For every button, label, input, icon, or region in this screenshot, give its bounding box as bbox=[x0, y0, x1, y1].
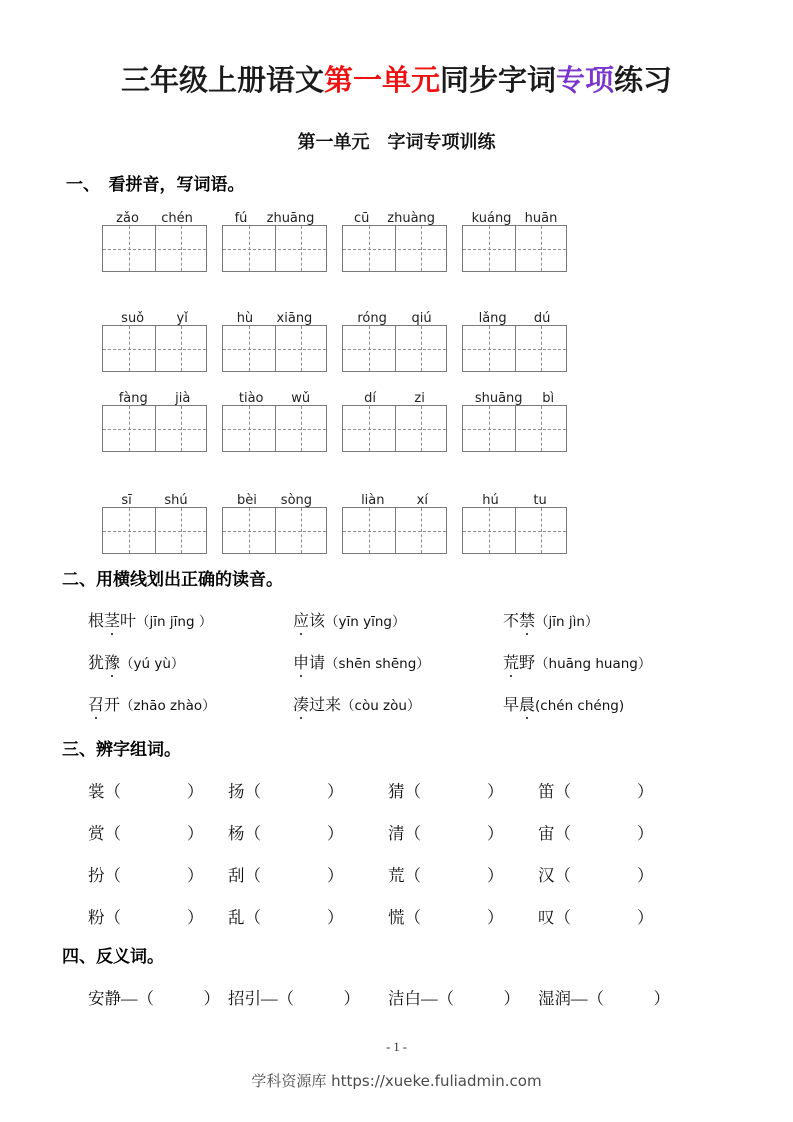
page-number: - 1 - bbox=[386, 1040, 407, 1054]
pinyin-syllable: tu bbox=[533, 493, 547, 508]
antonym-word: 湿润— bbox=[538, 989, 588, 1008]
title-part-4: 练习 bbox=[614, 63, 673, 97]
tianzige-cell[interactable] bbox=[343, 326, 395, 371]
pinyin-label bbox=[342, 385, 447, 405]
tianzige-cell[interactable] bbox=[395, 508, 447, 553]
pinyin-syllable: dí bbox=[364, 391, 377, 406]
character-word-item[interactable] bbox=[88, 904, 204, 928]
pinyin-label bbox=[342, 205, 447, 225]
pinyin-syllable: suǒ bbox=[121, 311, 145, 326]
reading-options[interactable]: （jīn jīng ） bbox=[136, 614, 213, 630]
target-character: 宙 bbox=[538, 824, 555, 843]
tianzige-cell[interactable] bbox=[223, 326, 275, 371]
watermark: 学科资源库 https://xueke.fuliadmin.com bbox=[251, 1072, 542, 1090]
target-character: 扬 bbox=[228, 782, 245, 801]
answer-blank[interactable]: （ ） bbox=[404, 866, 504, 885]
dotted-character: 申 bbox=[293, 650, 309, 673]
character-word-item[interactable] bbox=[538, 820, 654, 844]
pinyin-label bbox=[102, 205, 207, 225]
tianzige-cell[interactable] bbox=[463, 326, 515, 371]
word-text: 该 bbox=[309, 613, 326, 630]
pinyin-word-item bbox=[102, 487, 207, 554]
reading-choice-item[interactable] bbox=[293, 608, 405, 631]
title-part-2: 同步字词 bbox=[439, 63, 556, 97]
answer-blank[interactable]: （ ） bbox=[404, 824, 504, 843]
pinyin-syllable: bì bbox=[542, 391, 555, 406]
answer-blank[interactable]: （ ） bbox=[137, 989, 220, 1008]
reading-choice-item[interactable] bbox=[293, 692, 420, 715]
tianzige-cell[interactable] bbox=[155, 326, 207, 371]
dotted-character: 茎 bbox=[104, 608, 120, 631]
reading-choice-item[interactable] bbox=[503, 650, 651, 673]
pinyin-word-item bbox=[342, 305, 447, 372]
character-word-item[interactable] bbox=[538, 862, 654, 886]
word-text: 过来 bbox=[309, 697, 342, 714]
tianzige-grid[interactable] bbox=[342, 325, 447, 372]
tianzige-cell[interactable] bbox=[275, 508, 327, 553]
pinyin-label bbox=[462, 305, 567, 325]
word-text: 请 bbox=[309, 655, 326, 672]
title-part-0: 三年级上册语文 bbox=[120, 63, 324, 97]
answer-blank[interactable]: （ ） bbox=[554, 908, 654, 927]
pinyin-syllable: zǎo bbox=[116, 211, 139, 226]
reading-choice-row bbox=[0, 692, 793, 718]
dotted-character: 豫 bbox=[104, 650, 120, 673]
tianzige-cell[interactable] bbox=[395, 326, 447, 371]
pinyin-word-item bbox=[462, 205, 567, 272]
pinyin-syllable: zhuàng bbox=[387, 211, 436, 226]
pinyin-syllable: shuāng bbox=[474, 391, 523, 406]
tianzige-cell[interactable] bbox=[463, 406, 515, 451]
word-text: 根 bbox=[88, 613, 105, 630]
section-four-heading: 四、反义词。 bbox=[62, 947, 164, 966]
tianzige-cell[interactable] bbox=[103, 406, 155, 451]
target-character: 粉 bbox=[88, 908, 105, 927]
tianzige-cell[interactable] bbox=[155, 226, 207, 271]
reading-options[interactable]: （shēn shēng） bbox=[325, 656, 430, 672]
pinyin-word-item bbox=[102, 385, 207, 452]
reading-choice-item[interactable] bbox=[88, 608, 212, 631]
character-word-item[interactable] bbox=[228, 904, 344, 928]
tianzige-grid[interactable] bbox=[342, 225, 447, 272]
character-word-item[interactable] bbox=[88, 778, 204, 802]
pinyin-syllable: fàng bbox=[118, 391, 148, 406]
section-one-heading: 一、 看拼音，写词语。 bbox=[66, 175, 245, 194]
pinyin-label bbox=[342, 487, 447, 507]
target-character: 裳 bbox=[88, 782, 105, 801]
answer-blank[interactable]: （ ） bbox=[587, 989, 670, 1008]
tianzige-cell[interactable] bbox=[343, 508, 395, 553]
word-text: 开 bbox=[104, 697, 121, 714]
tianzige-grid[interactable] bbox=[222, 225, 327, 272]
character-word-row bbox=[0, 904, 793, 932]
tianzige-grid[interactable] bbox=[102, 225, 207, 272]
character-word-row bbox=[0, 778, 793, 806]
pinyin-word-item bbox=[342, 205, 447, 272]
pinyin-word-item bbox=[462, 385, 567, 452]
pinyin-syllable: shú bbox=[164, 493, 188, 508]
character-word-item[interactable] bbox=[388, 904, 504, 928]
antonym-word: 安静— bbox=[88, 989, 138, 1008]
answer-blank[interactable]: （ ） bbox=[244, 824, 344, 843]
reading-choice-item[interactable] bbox=[88, 650, 184, 673]
dotted-character: 应 bbox=[293, 608, 309, 631]
tianzige-cell[interactable] bbox=[223, 226, 275, 271]
pinyin-label bbox=[462, 385, 567, 405]
answer-blank[interactable]: （ ） bbox=[104, 866, 204, 885]
tianzige-grid[interactable] bbox=[462, 405, 567, 452]
character-word-item[interactable] bbox=[538, 778, 654, 802]
target-character: 扮 bbox=[88, 866, 105, 885]
tianzige-cell[interactable] bbox=[275, 406, 327, 451]
reading-options[interactable]: （jīn jìn） bbox=[535, 614, 599, 630]
tianzige-cell[interactable] bbox=[275, 226, 327, 271]
pinyin-label bbox=[222, 487, 327, 507]
pinyin-syllable: hú bbox=[482, 493, 499, 508]
tianzige-grid[interactable] bbox=[102, 325, 207, 372]
character-word-item[interactable] bbox=[388, 862, 504, 886]
antonym-item[interactable] bbox=[228, 985, 360, 1009]
character-word-item[interactable] bbox=[538, 904, 654, 928]
answer-blank[interactable]: （ ） bbox=[404, 908, 504, 927]
pinyin-label bbox=[102, 385, 207, 405]
pinyin-syllable: zi bbox=[414, 391, 425, 406]
page-title bbox=[0, 58, 793, 99]
character-word-item[interactable] bbox=[228, 862, 344, 886]
word-text: 野 bbox=[519, 655, 536, 672]
pinyin-syllable: liàn bbox=[361, 493, 385, 508]
tianzige-grid[interactable] bbox=[342, 507, 447, 554]
target-character: 荒 bbox=[388, 866, 405, 885]
answer-blank[interactable]: （ ） bbox=[244, 908, 344, 927]
pinyin-label bbox=[342, 305, 447, 325]
page-subtitle: 第一单元 字词专项训练 bbox=[297, 132, 496, 152]
tianzige-cell[interactable] bbox=[515, 406, 567, 451]
pinyin-word-item bbox=[102, 205, 207, 272]
pinyin-word-item bbox=[342, 487, 447, 554]
pinyin-syllable: cū bbox=[353, 211, 370, 226]
reading-options[interactable]: （yīn yīng） bbox=[325, 614, 406, 630]
tianzige-cell[interactable] bbox=[343, 226, 395, 271]
reading-choice-item[interactable] bbox=[293, 650, 430, 673]
tianzige-cell[interactable] bbox=[395, 226, 447, 271]
reading-choice-row bbox=[0, 608, 793, 634]
answer-blank[interactable]: （ ） bbox=[244, 782, 344, 801]
pinyin-syllable: sī bbox=[121, 493, 132, 508]
antonym-item[interactable] bbox=[388, 985, 520, 1009]
tianzige-cell[interactable] bbox=[515, 508, 567, 553]
target-character: 清 bbox=[388, 824, 405, 843]
character-word-row bbox=[0, 820, 793, 848]
tianzige-cell[interactable] bbox=[463, 226, 515, 271]
reading-options[interactable]: （zhāo zhào） bbox=[120, 698, 216, 714]
section-four-body bbox=[0, 985, 793, 1011]
answer-blank[interactable]: （ ） bbox=[554, 782, 654, 801]
answer-blank[interactable]: （ ） bbox=[244, 866, 344, 885]
pinyin-word-item bbox=[222, 487, 327, 554]
tianzige-cell[interactable] bbox=[275, 326, 327, 371]
tianzige-cell[interactable] bbox=[223, 508, 275, 553]
reading-options[interactable]: （yú yù） bbox=[120, 656, 185, 672]
character-word-item[interactable] bbox=[228, 778, 344, 802]
word-text: 叶 bbox=[120, 613, 137, 630]
reading-options[interactable]: (chén chéng) bbox=[535, 698, 625, 714]
target-character: 刮 bbox=[228, 866, 245, 885]
tianzige-grid[interactable] bbox=[462, 225, 567, 272]
reading-choice-row bbox=[0, 650, 793, 676]
pinyin-syllable: sòng bbox=[280, 493, 313, 508]
answer-blank[interactable]: （ ） bbox=[104, 908, 204, 927]
pinyin-syllable: hù bbox=[236, 311, 254, 326]
pinyin-syllable: qiú bbox=[411, 311, 432, 326]
dotted-character: 荒 bbox=[503, 650, 519, 673]
dotted-character: 凑 bbox=[293, 692, 309, 715]
pinyin-syllable: yǐ bbox=[176, 311, 188, 326]
answer-blank[interactable]: （ ） bbox=[554, 824, 654, 843]
pinyin-syllable: xí bbox=[416, 493, 428, 508]
tianzige-cell[interactable] bbox=[223, 406, 275, 451]
pinyin-syllable: chén bbox=[161, 211, 193, 226]
reading-choice-item[interactable] bbox=[88, 692, 216, 715]
character-word-item[interactable] bbox=[388, 778, 504, 802]
tianzige-cell[interactable] bbox=[515, 326, 567, 371]
pinyin-label bbox=[222, 205, 327, 225]
pinyin-syllable: kuáng bbox=[471, 211, 512, 226]
target-character: 汉 bbox=[538, 866, 555, 885]
answer-blank[interactable]: （ ） bbox=[437, 989, 520, 1008]
reading-choice-item[interactable] bbox=[503, 692, 624, 715]
title-part-3: 专项 bbox=[556, 63, 615, 97]
target-character: 猜 bbox=[388, 782, 405, 801]
answer-blank[interactable]: （ ） bbox=[104, 824, 204, 843]
word-text: 早 bbox=[503, 697, 520, 714]
character-word-item[interactable] bbox=[388, 820, 504, 844]
answer-blank[interactable]: （ ） bbox=[104, 782, 204, 801]
pinyin-syllable: fú bbox=[234, 211, 248, 226]
answer-blank[interactable]: （ ） bbox=[554, 866, 654, 885]
pinyin-word-item bbox=[222, 205, 327, 272]
pinyin-label bbox=[102, 487, 207, 507]
character-word-row bbox=[0, 862, 793, 890]
antonym-item[interactable] bbox=[538, 985, 670, 1009]
tianzige-cell[interactable] bbox=[155, 406, 207, 451]
word-text: 犹 bbox=[88, 655, 105, 672]
tianzige-cell[interactable] bbox=[103, 226, 155, 271]
tianzige-cell[interactable] bbox=[343, 406, 395, 451]
pinyin-syllable: róng bbox=[357, 311, 387, 326]
pinyin-label bbox=[102, 305, 207, 325]
pinyin-syllable: bèi bbox=[236, 493, 257, 508]
tianzige-grid[interactable] bbox=[102, 405, 207, 452]
pinyin-syllable: wǔ bbox=[291, 391, 311, 406]
target-character: 笛 bbox=[538, 782, 555, 801]
pinyin-syllable: huān bbox=[524, 211, 558, 226]
tianzige-grid[interactable] bbox=[102, 507, 207, 554]
tianzige-grid[interactable] bbox=[462, 507, 567, 554]
answer-blank[interactable]: （ ） bbox=[277, 989, 360, 1008]
antonym-word: 招引— bbox=[228, 989, 278, 1008]
pinyin-word-item bbox=[462, 487, 567, 554]
tianzige-cell[interactable] bbox=[463, 508, 515, 553]
tianzige-grid[interactable] bbox=[222, 325, 327, 372]
character-word-item[interactable] bbox=[88, 862, 204, 886]
target-character: 叹 bbox=[538, 908, 555, 927]
pinyin-syllable: jià bbox=[175, 391, 191, 406]
antonym-item[interactable] bbox=[88, 985, 220, 1009]
reading-options[interactable]: （huāng huang） bbox=[535, 656, 652, 672]
tianzige-cell[interactable] bbox=[103, 326, 155, 371]
dotted-character: 晨 bbox=[519, 692, 535, 715]
tianzige-grid[interactable] bbox=[222, 507, 327, 554]
tianzige-cell[interactable] bbox=[155, 508, 207, 553]
tianzige-cell[interactable] bbox=[395, 406, 447, 451]
pinyin-label bbox=[462, 487, 567, 507]
reading-options[interactable]: （còu zòu） bbox=[341, 698, 421, 714]
title-part-1: 第一单元 bbox=[323, 63, 440, 97]
word-text: 不 bbox=[503, 613, 520, 630]
pinyin-syllable: zhuāng bbox=[266, 211, 315, 226]
pinyin-syllable: xiāng bbox=[276, 311, 313, 326]
pinyin-label bbox=[222, 305, 327, 325]
target-character: 杨 bbox=[228, 824, 245, 843]
pinyin-label bbox=[222, 385, 327, 405]
section-two-heading: 二、用横线划出正确的读音。 bbox=[62, 570, 283, 589]
pinyin-word-item bbox=[222, 385, 327, 452]
section-three-heading: 三、辨字组词。 bbox=[62, 740, 181, 759]
pinyin-word-item bbox=[342, 385, 447, 452]
dotted-character: 禁 bbox=[519, 608, 535, 631]
pinyin-syllable: dú bbox=[533, 311, 551, 326]
pinyin-word-item bbox=[102, 305, 207, 372]
reading-choice-item[interactable] bbox=[503, 608, 598, 631]
antonym-word: 洁白— bbox=[388, 989, 438, 1008]
character-word-item[interactable] bbox=[88, 820, 204, 844]
target-character: 赏 bbox=[88, 824, 105, 843]
target-character: 乱 bbox=[228, 908, 245, 927]
pinyin-label bbox=[462, 205, 567, 225]
pinyin-word-item bbox=[462, 305, 567, 372]
pinyin-syllable: tiào bbox=[238, 391, 264, 406]
tianzige-grid[interactable] bbox=[342, 405, 447, 452]
tianzige-cell[interactable] bbox=[103, 508, 155, 553]
dotted-character: 召 bbox=[88, 692, 104, 715]
tianzige-grid[interactable] bbox=[462, 325, 567, 372]
tianzige-grid[interactable] bbox=[222, 405, 327, 452]
answer-blank[interactable]: （ ） bbox=[404, 782, 504, 801]
pinyin-syllable: lǎng bbox=[478, 311, 507, 326]
character-word-item[interactable] bbox=[228, 820, 344, 844]
pinyin-word-item bbox=[222, 305, 327, 372]
target-character: 慌 bbox=[388, 908, 405, 927]
tianzige-cell[interactable] bbox=[515, 226, 567, 271]
